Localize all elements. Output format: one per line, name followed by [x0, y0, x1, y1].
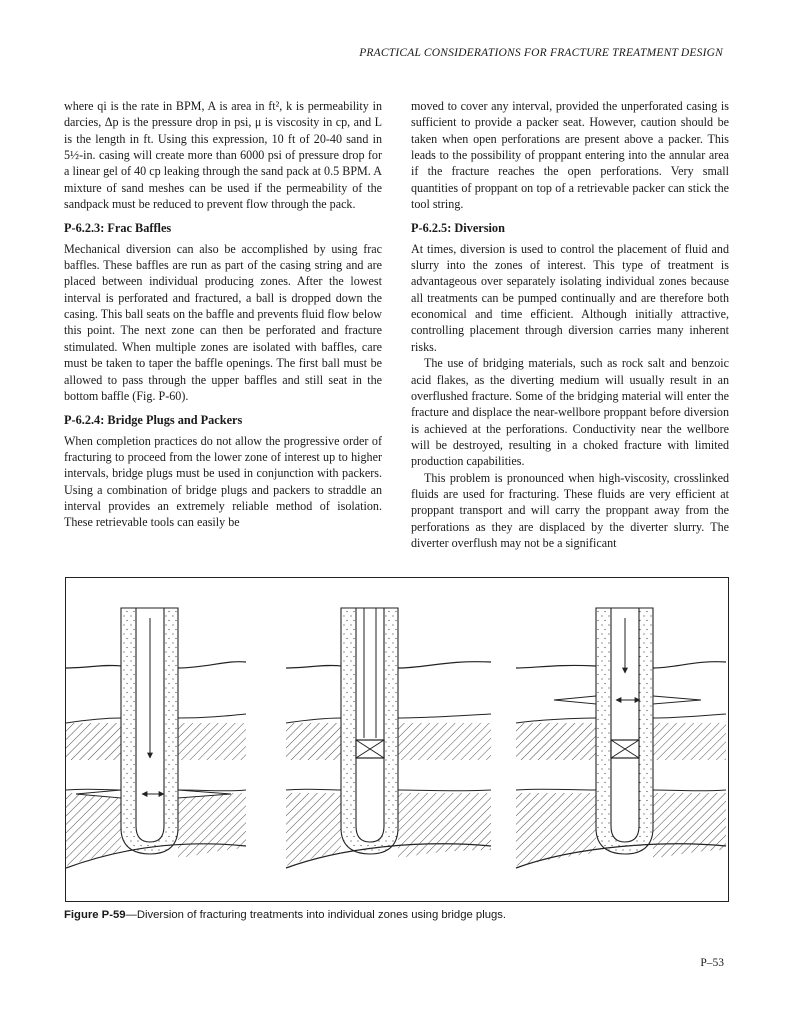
- intro-paragraph: where qi is the rate in BPM, A is area in ft², k is permeability in darcies, Δp is the pressure drop in psi, μ is viscosity in cp, and L is the length in ft. Using this expression, 10 ft of 20-40 sand in 5½-in. casing will create more than 6000 psi of pressure drop for a linear gel of 40 cp leaking through the sand pack at 0.5 BPM. A mixture of sand meshes can be used if the permeability of the sandpack must be reduced to prevent flow through the pack.: [64, 99, 382, 212]
- section-heading-bridge-plugs: P-6.2.4: Bridge Plugs and Packers: [64, 413, 243, 428]
- left-column: [64, 98, 382, 531]
- running-header: PRACTICAL CONSIDERATIONS FOR FRACTURE TREATMENT DESIGN: [359, 47, 723, 59]
- section-heading-frac-baffles: P-6.2.3: Frac Baffles: [64, 221, 172, 236]
- figure-caption: [64, 909, 506, 921]
- diversion-paragraph-3: This problem is pronounced when high-viscosity, crosslinked fluids are used for fracturing. These fluids are very efficient at proppant transport and will carry the proppant away from the perforations as they are displaced by the diverter slurry. The diverter overflush may not be a significant: [411, 470, 729, 550]
- caption-text: —Diversion of fracturing treatments into individual zones using bridge plugs.: [125, 909, 507, 921]
- section-heading-diversion: P-6.2.5: Diversion: [411, 221, 505, 236]
- continuation-paragraph: moved to cover any interval, provided the unperforated casing is sufficient to provide a packer seat. However, caution should be taken when open perforations are present above a packer. This leads to the possibility of proppant entering into the annular area if the fracture reaches the open perforations. Very small quantities of proppant on top of a retrievable packer can stick the tool string.: [411, 99, 729, 212]
- panel-lower-zone-fracturing: [66, 608, 246, 868]
- right-column: [411, 98, 729, 551]
- bridge-plug: [356, 740, 384, 758]
- diversion-paragraph-2: The use of bridging materials, such as rock salt and benzoic acid flakes, as the diverting medium will usually result in an overflushed fracture. Some of the bridging material will enter the fracture and displace the near-wellbore proppant before diversion is achieved at the perforations. Conductivity near the wellbore will be destroyed, resulting in a choked fracture with limited production capabilities.: [411, 356, 729, 469]
- frac-baffles-paragraph: Mechanical diversion can also be accomplished by using frac baffles. These baffles are run as part of the casing string and are placed between individual producing zones. After the lowest interval is perforated and fractured, a ball is dropped down the casing. This ball seats on the baffle and prevents fluid flow below this point. The next zone can then be perforated and fracture stimulated. When multiple zones are isolated with baffles, care must be taken to taper the baffle openings. The first ball must be allowed to pass through the upper baffles and still seat in the bottom baffle (Fig. P-60).: [64, 241, 382, 403]
- bridge-plugs-paragraph: When completion practices do not allow the progressive order of fracturing to proceed from the lower zone of interest up to higher intervals, bridge plugs must be used in conjunction with packers. Using a combination of bridge plugs and packers to straddle an interval provides an extremely reliable method of isolation. These retrievable tools can easily be: [64, 433, 382, 530]
- panel-bridge-plug-set: [286, 608, 491, 868]
- page-number: P–53: [700, 957, 724, 969]
- panel-upper-zone-fracturing: [516, 608, 726, 868]
- caption-label: Figure P-59: [64, 909, 126, 921]
- diversion-paragraph-1: At times, diversion is used to control the placement of fluid and slurry into the zones of interest. This type of treatment is advantageous over separately isolating individual zones because all treatments can be pumped continually and are therefore both economical and time efficient. Although initially attractive, controlling placement through diversion carries many inherent risks.: [411, 241, 729, 354]
- figure-p59: [65, 577, 729, 902]
- wellbore-diagram: [66, 578, 727, 900]
